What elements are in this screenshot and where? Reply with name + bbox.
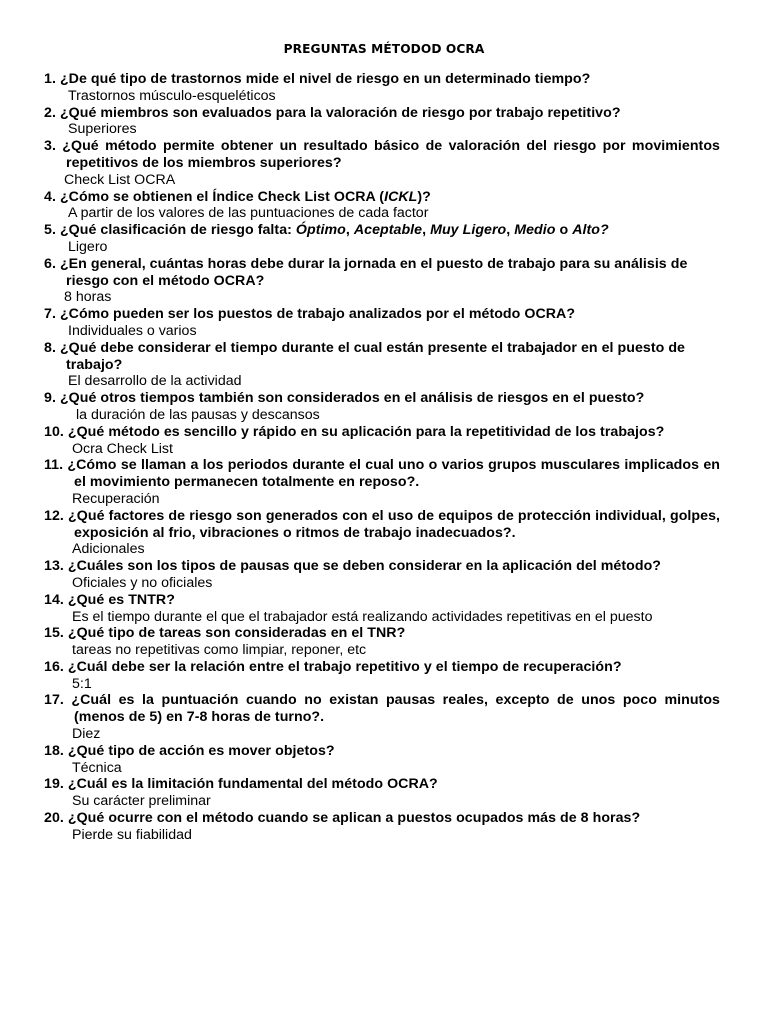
question: 16. ¿Cuál debe ser la relación entre el trabajo repetitivo y el tiempo de recuperación? [44,658,622,675]
answer: la duración de las pausas y descansos [76,406,320,423]
answer: Trastornos músculo-esqueléticos [68,87,276,104]
answer: Oficiales y no oficiales [72,574,213,591]
question: 14. ¿Qué es TNTR? [44,591,175,608]
qa-item-16 [44,659,720,693]
answer: A partir de los valores de las puntuaciones de cada factor [68,205,429,222]
answer: Individuales o varios [68,322,197,339]
question: 17. ¿Cuál es la puntuación cuando no existan pausas reales, excepto de unos poco minutos (menos de 5) en 7-8 horas de turno?. [44,692,720,726]
answer: Ligero [68,238,108,255]
answer: El desarrollo de la actividad [68,373,242,390]
answer: Pierde su fiabilidad [72,826,192,843]
qa-item-12 [44,508,720,558]
qa-item-9 [44,390,720,424]
qa-item-8 [44,340,720,390]
question: 18. ¿Qué tipo de acción es mover objetos? [44,742,335,759]
qa-item-6 [44,256,720,306]
document-title: PREGUNTAS MÉTODOD OCRA [283,42,485,56]
qa-item-5 [44,222,720,256]
question: 4. ¿Cómo se obtienen el Índice Check List OCRA (ICKL)? [44,188,431,205]
answer: Ocra Check List [72,440,173,457]
question: 5. ¿Qué clasificación de riesgo falta: Óptimo, Aceptable, Muy Ligero, Medio o Alto? [44,222,609,239]
answer: Es el tiempo durante el que el trabajador está realizando actividades repetitivas en el puesto [72,608,653,625]
qa-item-20 [44,810,720,844]
qa-item-1 [44,71,720,105]
question: 15. ¿Qué tipo de tareas son consideradas en el TNR? [44,625,406,642]
answer: Adicionales [72,541,145,558]
qa-item-4 [44,189,720,223]
answer: Diez [72,726,101,743]
question: 6. ¿En general, cuántas horas debe durar la jornada en el puesto de trabajo para su análisis de riesgo con el método OCRA? [44,255,688,289]
qa-item-11 [44,457,720,507]
qa-item-15 [44,625,720,659]
answer: Check List OCRA [64,171,176,188]
answer: tareas no repetitivas como limpiar, reponer, etc [72,642,367,659]
question: 11. ¿Cómo se llaman a los periodos durante el cual uno o varios grupos musculares implicados en el movimiento permanecen totalmente en reposo?. [44,457,720,491]
qa-item-17 [44,692,720,742]
answer: 8 horas [64,289,112,306]
question: 9. ¿Qué otros tiempos también son considerados en el análisis de riesgos en el puesto? [44,390,645,407]
question: 12. ¿Qué factores de riesgo son generados con el uso de equipos de protección individual, golpes, exposición al frio, vibraciones o ritmos de trabajo inadecuados?. [44,507,720,541]
answer: Técnica [72,759,122,776]
question: 2. ¿Qué miembros son evaluados para la valoración de riesgo por trabajo repetitivo? [44,104,621,121]
answer: Recuperación [72,490,160,507]
question: 1. ¿De qué tipo de trastornos mide el nivel de riesgo en un determinado tiempo? [44,71,591,87]
question: 10. ¿Qué método es sencillo y rápido en su aplicación para la repetitividad de los trabajos? [44,423,665,440]
qa-item-10 [44,424,720,458]
question: 19. ¿Cuál es la limitación fundamental del método OCRA? [44,776,438,793]
question: 8. ¿Qué debe considerar el tiempo durante el cual están presente el trabajador en el puesto de trabajo? [44,339,685,373]
answer: Su carácter preliminar [72,793,211,810]
qa-item-7 [44,306,720,340]
question: 3. ¿Qué método permite obtener un resultado básico de valoración del riesgo por movimientos repetitivos de los miembros superiores? [44,138,720,171]
question-list [44,71,720,844]
qa-item-2 [44,105,720,139]
answer: Superiores [68,121,137,138]
question: 20. ¿Qué ocurre con el método cuando se aplican a puestos ocupados más de 8 horas? [44,810,641,827]
qa-item-19 [44,776,720,810]
qa-item-13 [44,558,720,592]
qa-item-14 [44,592,720,626]
question: 13. ¿Cuáles son los tipos de pausas que se deben considerar en la aplicación del método? [44,558,662,575]
question: 7. ¿Cómo pueden ser los puestos de trabajo analizados por el método OCRA? [44,306,576,323]
qa-item-3 [44,138,720,188]
qa-item-18 [44,743,720,777]
answer: 5:1 [72,675,92,692]
